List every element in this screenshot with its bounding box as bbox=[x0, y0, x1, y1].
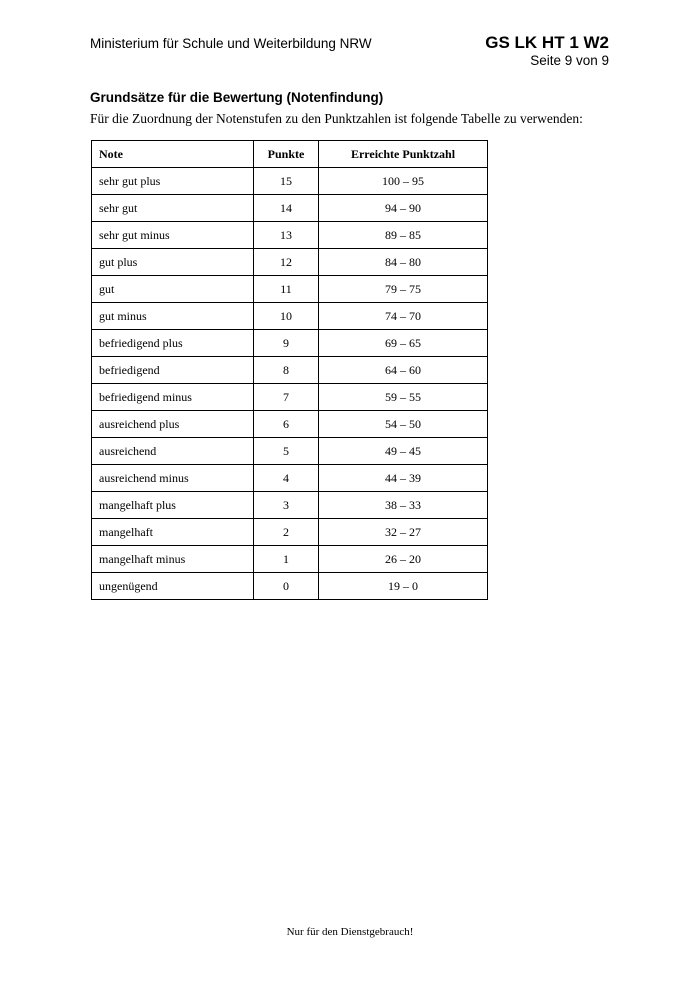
score-range-cell: 32 – 27 bbox=[319, 519, 488, 546]
document-header-right bbox=[485, 33, 609, 69]
points-cell: 7 bbox=[254, 384, 319, 411]
score-range-cell: 49 – 45 bbox=[319, 438, 488, 465]
points-cell: 14 bbox=[254, 195, 319, 222]
grade-name-cell: sehr gut plus bbox=[92, 168, 254, 195]
table-row bbox=[92, 384, 488, 411]
score-range-cell: 54 – 50 bbox=[319, 411, 488, 438]
points-cell: 10 bbox=[254, 303, 319, 330]
score-range-cell: 26 – 20 bbox=[319, 546, 488, 573]
grade-name-cell: ungenügend bbox=[92, 573, 254, 600]
table-header-row bbox=[92, 141, 488, 168]
grade-name-cell: sehr gut bbox=[92, 195, 254, 222]
score-range-cell: 100 – 95 bbox=[319, 168, 488, 195]
header-punktzahl: Erreichte Punktzahl bbox=[319, 141, 488, 168]
header-punkte: Punkte bbox=[254, 141, 319, 168]
table-row bbox=[92, 195, 488, 222]
points-cell: 1 bbox=[254, 546, 319, 573]
grade-name-cell: befriedigend plus bbox=[92, 330, 254, 357]
grade-name-cell: gut plus bbox=[92, 249, 254, 276]
points-cell: 11 bbox=[254, 276, 319, 303]
grade-name-cell: ausreichend plus bbox=[92, 411, 254, 438]
grade-name-cell: gut bbox=[92, 276, 254, 303]
table-row bbox=[92, 519, 488, 546]
table-row bbox=[92, 330, 488, 357]
ministry-name: Ministerium für Schule und Weiterbildung NRW bbox=[90, 36, 372, 51]
grade-name-cell: ausreichend minus bbox=[92, 465, 254, 492]
score-range-cell: 38 – 33 bbox=[319, 492, 488, 519]
grade-name-cell: sehr gut minus bbox=[92, 222, 254, 249]
table-row bbox=[92, 546, 488, 573]
document-code: GS LK HT 1 W2 bbox=[485, 33, 609, 52]
points-cell: 8 bbox=[254, 357, 319, 384]
score-range-cell: 84 – 80 bbox=[319, 249, 488, 276]
points-cell: 5 bbox=[254, 438, 319, 465]
table-row bbox=[92, 249, 488, 276]
grade-name-cell: befriedigend minus bbox=[92, 384, 254, 411]
table-row bbox=[92, 573, 488, 600]
grade-name-cell: mangelhaft bbox=[92, 519, 254, 546]
table-row bbox=[92, 465, 488, 492]
points-cell: 2 bbox=[254, 519, 319, 546]
score-range-cell: 69 – 65 bbox=[319, 330, 488, 357]
score-range-cell: 94 – 90 bbox=[319, 195, 488, 222]
grade-name-cell: mangelhaft minus bbox=[92, 546, 254, 573]
table-row bbox=[92, 411, 488, 438]
score-range-cell: 64 – 60 bbox=[319, 357, 488, 384]
points-cell: 4 bbox=[254, 465, 319, 492]
table-body bbox=[92, 168, 488, 600]
section-title: Grundsätze für die Bewertung (Notenfindung) bbox=[90, 90, 384, 105]
points-cell: 0 bbox=[254, 573, 319, 600]
grade-name-cell: mangelhaft plus bbox=[92, 492, 254, 519]
score-range-cell: 79 – 75 bbox=[319, 276, 488, 303]
points-cell: 15 bbox=[254, 168, 319, 195]
table-row bbox=[92, 492, 488, 519]
footer-note: Nur für den Dienstgebrauch! bbox=[286, 926, 414, 938]
grade-name-cell: befriedigend bbox=[92, 357, 254, 384]
grade-name-cell: ausreichend bbox=[92, 438, 254, 465]
score-range-cell: 74 – 70 bbox=[319, 303, 488, 330]
points-cell: 13 bbox=[254, 222, 319, 249]
table-row bbox=[92, 168, 488, 195]
points-cell: 12 bbox=[254, 249, 319, 276]
grade-name-cell: gut minus bbox=[92, 303, 254, 330]
table-row bbox=[92, 276, 488, 303]
table-row bbox=[92, 303, 488, 330]
points-cell: 9 bbox=[254, 330, 319, 357]
score-range-cell: 19 – 0 bbox=[319, 573, 488, 600]
points-cell: 6 bbox=[254, 411, 319, 438]
header-note: Note bbox=[92, 141, 254, 168]
page-number: Seite 9 von 9 bbox=[530, 53, 609, 68]
intro-text: Für die Zuordnung der Notenstufen zu den Punktzahlen ist folgende Tabelle zu verwenden: bbox=[90, 111, 583, 126]
table-row bbox=[92, 438, 488, 465]
table-row bbox=[92, 357, 488, 384]
score-range-cell: 44 – 39 bbox=[319, 465, 488, 492]
score-range-cell: 59 – 55 bbox=[319, 384, 488, 411]
points-cell: 3 bbox=[254, 492, 319, 519]
grade-table bbox=[91, 140, 488, 600]
score-range-cell: 89 – 85 bbox=[319, 222, 488, 249]
table-row bbox=[92, 222, 488, 249]
